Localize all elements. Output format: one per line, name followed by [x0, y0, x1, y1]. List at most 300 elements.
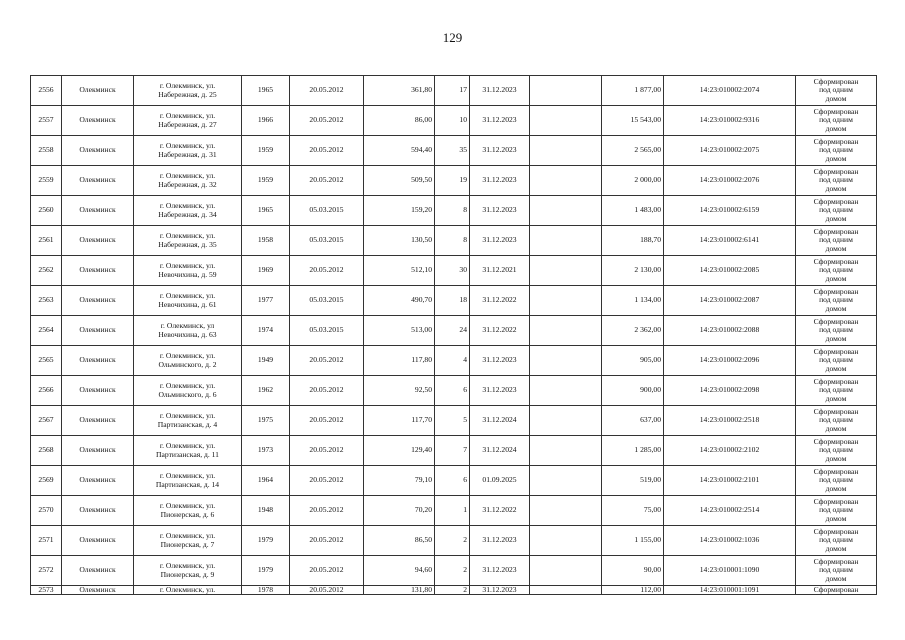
cell-settlement: Олекминск — [62, 226, 134, 256]
cell-area: 594,40 — [364, 136, 435, 166]
cell-number: 2570 — [31, 496, 62, 526]
status-line: Сформирован — [813, 227, 859, 237]
cell-settlement: Олекминск — [62, 586, 134, 595]
cell-settlement: Олекминск — [62, 466, 134, 496]
cell-year-built: 1965 — [242, 76, 290, 106]
cell-status — [796, 556, 877, 586]
address-line: г. Олекминск, ул. — [159, 351, 216, 361]
address-line: Ольминского, д. 2 — [158, 359, 217, 369]
status-line: домом — [825, 333, 847, 343]
table-row — [31, 286, 877, 316]
address-line: Набережная, д. 34 — [158, 209, 217, 219]
table-row — [31, 406, 877, 436]
address-line: г. Олекминск, ул. — [159, 231, 216, 241]
cell-date: 05.03.2015 — [290, 226, 364, 256]
cell-area: 94,60 — [364, 556, 435, 586]
cell-count: 2 — [435, 526, 470, 556]
cell-settlement: Олекминск — [62, 286, 134, 316]
cell-cadastral-number: 14:23:010002:6159 — [664, 196, 796, 226]
cell-date: 20.05.2012 — [290, 166, 364, 196]
cell-address — [134, 436, 242, 466]
address-line: Пионерская, д. 7 — [160, 539, 215, 549]
status-line: Сформирован — [813, 407, 859, 417]
status-line: домом — [825, 483, 847, 493]
status-line: домом — [825, 183, 847, 193]
cell-area: 131,80 — [364, 586, 435, 595]
cell-date: 20.05.2012 — [290, 376, 364, 406]
cell-settlement: Олекминск — [62, 136, 134, 166]
cell-amount: 1 483,00 — [602, 196, 664, 226]
status-line: домом — [825, 543, 847, 553]
cell-cadastral-number: 14:23:010001:1091 — [664, 586, 796, 595]
cell-empty — [530, 526, 602, 556]
cell-count: 4 — [435, 346, 470, 376]
cell-cadastral-number: 14:23:010002:2101 — [664, 466, 796, 496]
cell-deadline: 31.12.2023 — [470, 526, 530, 556]
address-line: Невочихина, д. 61 — [158, 299, 217, 309]
table-row — [31, 316, 877, 346]
cell-date: 20.05.2012 — [290, 406, 364, 436]
status-line: Сформирован — [813, 197, 859, 207]
cell-date: 20.05.2012 — [290, 586, 364, 595]
cell-empty — [530, 226, 602, 256]
status-line: под одним — [819, 355, 853, 365]
cell-status — [796, 466, 877, 496]
address-line: г. Олекминск, ул. — [159, 201, 216, 211]
status-line: Сформирован — [813, 585, 859, 594]
cell-settlement: Олекминск — [62, 106, 134, 136]
cell-status — [796, 406, 877, 436]
cell-number: 2556 — [31, 76, 62, 106]
cell-status — [796, 166, 877, 196]
cell-address — [134, 196, 242, 226]
cell-number: 2565 — [31, 346, 62, 376]
cell-address — [134, 376, 242, 406]
address-line: г. Олекминск, ул. — [159, 585, 216, 594]
cell-date: 20.05.2012 — [290, 346, 364, 376]
cell-area: 86,00 — [364, 106, 435, 136]
cell-count: 6 — [435, 376, 470, 406]
cell-year-built: 1949 — [242, 346, 290, 376]
cell-cadastral-number: 14:23:010001:1090 — [664, 556, 796, 586]
cell-deadline: 31.12.2024 — [470, 406, 530, 436]
status-line: домом — [825, 243, 847, 253]
cell-count: 17 — [435, 76, 470, 106]
cell-year-built: 1979 — [242, 556, 290, 586]
cell-number: 2560 — [31, 196, 62, 226]
status-line: под одним — [819, 115, 853, 125]
status-line: Сформирован — [813, 527, 859, 537]
cell-area: 92,50 — [364, 376, 435, 406]
cell-address — [134, 106, 242, 136]
cell-address — [134, 256, 242, 286]
table-row — [31, 166, 877, 196]
cell-deadline: 01.09.2025 — [470, 466, 530, 496]
status-line: под одним — [819, 235, 853, 245]
cell-amount: 1 134,00 — [602, 286, 664, 316]
cell-count: 6 — [435, 466, 470, 496]
cell-count: 10 — [435, 106, 470, 136]
cell-date: 20.05.2012 — [290, 466, 364, 496]
cell-deadline: 31.12.2023 — [470, 586, 530, 595]
cell-number: 2567 — [31, 406, 62, 436]
cell-date: 05.03.2015 — [290, 286, 364, 316]
status-line: под одним — [819, 445, 853, 455]
cell-area: 509,50 — [364, 166, 435, 196]
cell-amount: 112,00 — [602, 586, 664, 595]
cell-deadline: 31.12.2023 — [470, 196, 530, 226]
table-row — [31, 136, 877, 166]
table-row — [31, 466, 877, 496]
cell-year-built: 1948 — [242, 496, 290, 526]
status-line: под одним — [819, 475, 853, 485]
cell-status — [796, 586, 877, 595]
cell-address — [134, 466, 242, 496]
address-line: Набережная, д. 32 — [158, 179, 217, 189]
table-row — [31, 436, 877, 466]
cell-cadastral-number: 14:23:010002:2514 — [664, 496, 796, 526]
address-line: Набережная, д. 35 — [158, 239, 217, 249]
cell-status — [796, 316, 877, 346]
cell-area: 159,20 — [364, 196, 435, 226]
status-line: под одним — [819, 535, 853, 545]
cell-amount: 519,00 — [602, 466, 664, 496]
cell-empty — [530, 286, 602, 316]
cell-cadastral-number: 14:23:010002:2087 — [664, 286, 796, 316]
cell-number: 2569 — [31, 466, 62, 496]
cell-settlement: Олекминск — [62, 406, 134, 436]
cell-amount: 90,00 — [602, 556, 664, 586]
cell-address — [134, 136, 242, 166]
cell-year-built: 1958 — [242, 226, 290, 256]
cell-amount: 905,00 — [602, 346, 664, 376]
status-line: Сформирован — [813, 137, 859, 147]
cell-count: 8 — [435, 226, 470, 256]
cell-empty — [530, 586, 602, 595]
cell-area: 490,70 — [364, 286, 435, 316]
cell-number: 2564 — [31, 316, 62, 346]
cell-number: 2566 — [31, 376, 62, 406]
cell-status — [796, 106, 877, 136]
cell-cadastral-number: 14:23:010002:2075 — [664, 136, 796, 166]
cell-area: 513,00 — [364, 316, 435, 346]
cell-status — [796, 76, 877, 106]
cell-year-built: 1964 — [242, 466, 290, 496]
status-line: домом — [825, 93, 847, 103]
address-line: г. Олекминск, ул. — [159, 111, 216, 121]
cell-empty — [530, 556, 602, 586]
status-line: под одним — [819, 265, 853, 275]
table-row — [31, 556, 877, 586]
cell-empty — [530, 316, 602, 346]
cell-status — [796, 196, 877, 226]
cell-settlement: Олекминск — [62, 556, 134, 586]
cell-deadline: 31.12.2023 — [470, 106, 530, 136]
address-line: г. Олекминск, ул. — [159, 261, 216, 271]
cell-empty — [530, 196, 602, 226]
cell-number: 2572 — [31, 556, 62, 586]
cell-address — [134, 496, 242, 526]
cell-amount: 75,00 — [602, 496, 664, 526]
cell-settlement: Олекминск — [62, 526, 134, 556]
cell-settlement: Олекминск — [62, 436, 134, 466]
cell-deadline: 31.12.2022 — [470, 316, 530, 346]
status-line: домом — [825, 303, 847, 313]
cell-address — [134, 346, 242, 376]
cell-cadastral-number: 14:23:010002:1036 — [664, 526, 796, 556]
status-line: Сформирован — [813, 107, 859, 117]
cell-count: 2 — [435, 586, 470, 595]
cell-amount: 2 130,00 — [602, 256, 664, 286]
address-line: Пионерская, д. 6 — [160, 509, 215, 519]
cell-year-built: 1965 — [242, 196, 290, 226]
address-line: г. Олекминск, ул. — [159, 171, 216, 181]
address-line: Невочихина, д. 63 — [158, 329, 217, 339]
table-row — [31, 106, 877, 136]
cell-status — [796, 496, 877, 526]
status-line: Сформирован — [813, 317, 859, 327]
cell-number: 2571 — [31, 526, 62, 556]
cell-year-built: 1969 — [242, 256, 290, 286]
status-line: под одним — [819, 145, 853, 155]
table-row — [31, 256, 877, 286]
page-number: 129 — [442, 30, 463, 45]
cell-status — [796, 136, 877, 166]
cell-number: 2563 — [31, 286, 62, 316]
cell-empty — [530, 436, 602, 466]
cell-date: 20.05.2012 — [290, 496, 364, 526]
address-line: Набережная, д. 31 — [158, 149, 217, 159]
cell-count: 7 — [435, 436, 470, 466]
status-line: под одним — [819, 175, 853, 185]
cell-empty — [530, 466, 602, 496]
address-line: Партизанская, д. 14 — [155, 479, 220, 489]
table-row — [31, 526, 877, 556]
cell-number: 2562 — [31, 256, 62, 286]
cell-settlement: Олекминск — [62, 76, 134, 106]
cell-deadline: 31.12.2023 — [470, 346, 530, 376]
status-line: домом — [825, 273, 847, 283]
cell-address — [134, 166, 242, 196]
status-line: Сформирован — [813, 347, 859, 357]
status-line: под одним — [819, 205, 853, 215]
status-line: под одним — [819, 325, 853, 335]
cell-status — [796, 436, 877, 466]
cell-deadline: 31.12.2023 — [470, 376, 530, 406]
status-line: Сформирован — [813, 257, 859, 267]
cell-amount: 900,00 — [602, 376, 664, 406]
cell-date: 20.05.2012 — [290, 136, 364, 166]
address-line: г. Олекминск, ул. — [159, 381, 216, 391]
cell-empty — [530, 376, 602, 406]
cell-year-built: 1975 — [242, 406, 290, 436]
cell-status — [796, 226, 877, 256]
address-line: г. Олекминск, ул. — [159, 141, 216, 151]
cell-empty — [530, 346, 602, 376]
cell-empty — [530, 136, 602, 166]
cell-date: 20.05.2012 — [290, 556, 364, 586]
cell-area: 79,10 — [364, 466, 435, 496]
cell-count: 2 — [435, 556, 470, 586]
cell-amount: 188,70 — [602, 226, 664, 256]
status-line: под одним — [819, 85, 853, 95]
status-line: под одним — [819, 565, 853, 575]
address-line: г. Олекминск, ул. — [159, 471, 216, 481]
cell-date: 20.05.2012 — [290, 76, 364, 106]
cell-deadline: 31.12.2023 — [470, 136, 530, 166]
cell-area: 86,50 — [364, 526, 435, 556]
cell-year-built: 1966 — [242, 106, 290, 136]
status-line: домом — [825, 423, 847, 433]
status-line: домом — [825, 513, 847, 523]
address-line: г. Олекминск, ул. — [159, 441, 216, 451]
cell-year-built: 1959 — [242, 166, 290, 196]
cell-area: 129,40 — [364, 436, 435, 466]
cell-address — [134, 406, 242, 436]
cell-status — [796, 286, 877, 316]
cell-deadline: 31.12.2021 — [470, 256, 530, 286]
cell-cadastral-number: 14:23:010002:2096 — [664, 346, 796, 376]
table-row — [31, 196, 877, 226]
cell-cadastral-number: 14:23:010002:2076 — [664, 166, 796, 196]
address-line: г. Олекминск, ул. — [159, 81, 216, 91]
cell-number: 2561 — [31, 226, 62, 256]
cell-date: 20.05.2012 — [290, 106, 364, 136]
cell-settlement: Олекминск — [62, 376, 134, 406]
status-line: домом — [825, 573, 847, 583]
cell-count: 19 — [435, 166, 470, 196]
cell-empty — [530, 166, 602, 196]
cell-empty — [530, 106, 602, 136]
status-line: Сформирован — [813, 557, 859, 567]
status-line: под одним — [819, 295, 853, 305]
address-line: г. Олекминск, ул. — [159, 531, 216, 541]
cell-count: 1 — [435, 496, 470, 526]
table-row — [31, 76, 877, 106]
cell-year-built: 1977 — [242, 286, 290, 316]
cell-cadastral-number: 14:23:010002:6141 — [664, 226, 796, 256]
cell-cadastral-number: 14:23:010002:9316 — [664, 106, 796, 136]
cell-address — [134, 586, 242, 595]
cell-number: 2573 — [31, 586, 62, 595]
status-line: домом — [825, 393, 847, 403]
cell-amount: 2 000,00 — [602, 166, 664, 196]
address-line: г. Олекминск, ул. — [159, 291, 216, 301]
cell-count: 30 — [435, 256, 470, 286]
cell-year-built: 1973 — [242, 436, 290, 466]
cell-cadastral-number: 14:23:010002:2518 — [664, 406, 796, 436]
cell-empty — [530, 406, 602, 436]
cell-count: 24 — [435, 316, 470, 346]
cell-year-built: 1974 — [242, 316, 290, 346]
status-line: Сформирован — [813, 467, 859, 477]
cell-address — [134, 526, 242, 556]
address-line: г. Олекминск, ул. — [159, 561, 216, 571]
status-line: под одним — [819, 415, 853, 425]
status-line: домом — [825, 453, 847, 463]
cell-address — [134, 556, 242, 586]
cell-count: 5 — [435, 406, 470, 436]
cell-date: 05.03.2015 — [290, 316, 364, 346]
cell-settlement: Олекминск — [62, 346, 134, 376]
status-line: Сформирован — [813, 167, 859, 177]
cell-amount: 1 155,00 — [602, 526, 664, 556]
register-table — [30, 75, 877, 595]
cell-count: 18 — [435, 286, 470, 316]
cell-deadline: 31.12.2023 — [470, 76, 530, 106]
cell-year-built: 1959 — [242, 136, 290, 166]
cell-area: 117,80 — [364, 346, 435, 376]
cell-deadline: 31.12.2022 — [470, 496, 530, 526]
table-row — [31, 496, 877, 526]
cell-status — [796, 256, 877, 286]
cell-year-built: 1979 — [242, 526, 290, 556]
status-line: под одним — [819, 385, 853, 395]
address-line: г. Олекминск, ул. — [159, 501, 216, 511]
cell-area: 117,70 — [364, 406, 435, 436]
address-line: г. Олекминск, ул. — [159, 411, 216, 421]
status-line: Сформирован — [813, 77, 859, 87]
status-line: Сформирован — [813, 287, 859, 297]
table-row — [31, 346, 877, 376]
table-row — [31, 376, 877, 406]
cell-number: 2568 — [31, 436, 62, 466]
cell-year-built: 1978 — [242, 586, 290, 595]
table-row — [31, 226, 877, 256]
cell-deadline: 31.12.2024 — [470, 436, 530, 466]
status-line: домом — [825, 213, 847, 223]
status-line: Сформирован — [813, 437, 859, 447]
cell-settlement: Олекминск — [62, 496, 134, 526]
cell-count: 8 — [435, 196, 470, 226]
status-line: домом — [825, 123, 847, 133]
cell-cadastral-number: 14:23:010002:2102 — [664, 436, 796, 466]
cell-deadline: 31.12.2023 — [470, 226, 530, 256]
cell-address — [134, 286, 242, 316]
cell-area: 512,10 — [364, 256, 435, 286]
cell-deadline: 31.12.2023 — [470, 166, 530, 196]
address-line: Набережная, д. 25 — [158, 89, 217, 99]
cell-status — [796, 346, 877, 376]
cell-date: 20.05.2012 — [290, 526, 364, 556]
cell-number: 2558 — [31, 136, 62, 166]
cell-address — [134, 226, 242, 256]
status-line: домом — [825, 153, 847, 163]
cell-amount: 15 543,00 — [602, 106, 664, 136]
status-line: домом — [825, 363, 847, 373]
cell-area: 130,50 — [364, 226, 435, 256]
cell-cadastral-number: 14:23:010002:2074 — [664, 76, 796, 106]
address-line: Партизанская, д. 4 — [157, 419, 218, 429]
cell-number: 2559 — [31, 166, 62, 196]
cell-area: 70,20 — [364, 496, 435, 526]
cell-cadastral-number: 14:23:010002:2085 — [664, 256, 796, 286]
cell-settlement: Олекминск — [62, 196, 134, 226]
address-line: Набережная, д. 27 — [158, 119, 217, 129]
cell-amount: 637,00 — [602, 406, 664, 436]
cell-empty — [530, 496, 602, 526]
address-line: Партизанская, д. 11 — [156, 449, 219, 459]
register-table-body — [31, 76, 877, 595]
cell-empty — [530, 256, 602, 286]
cell-number: 2557 — [31, 106, 62, 136]
cell-status — [796, 376, 877, 406]
cell-count: 35 — [435, 136, 470, 166]
address-line: г. Олекминск, ул — [160, 321, 215, 331]
cell-year-built: 1962 — [242, 376, 290, 406]
cell-address — [134, 316, 242, 346]
cell-date: 20.05.2012 — [290, 256, 364, 286]
